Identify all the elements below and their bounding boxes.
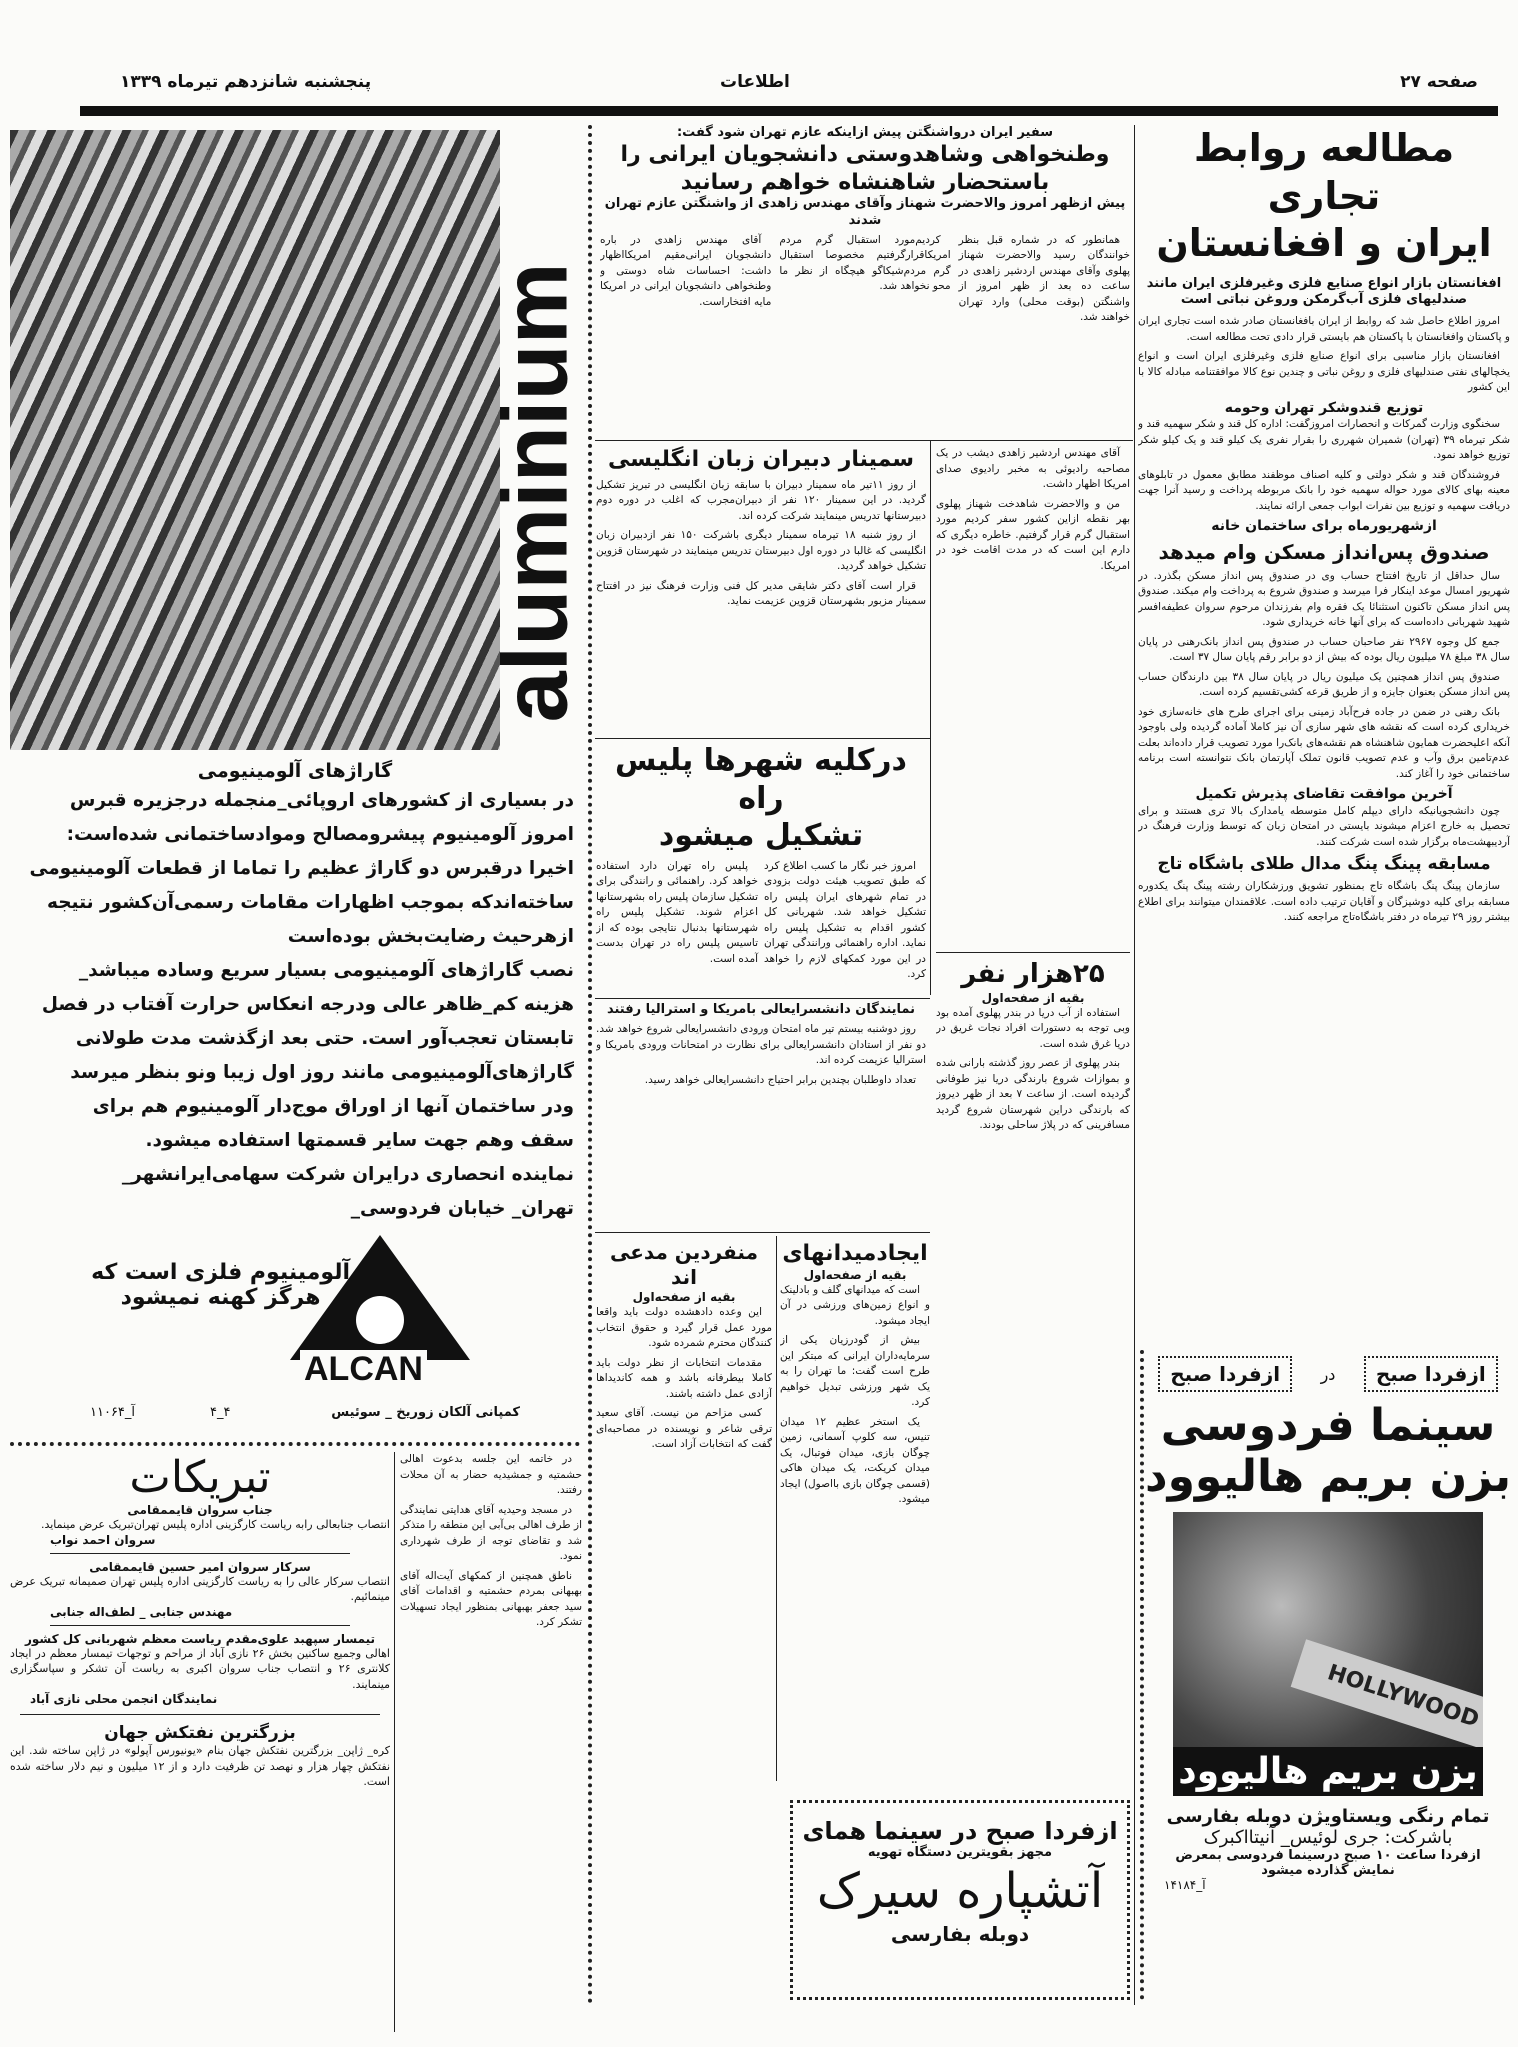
paragraph: سازمان پینگ پنگ باشگاه تاج بمنظور تشویق ورزشکاران رشته پینگ پنگ یکدوره مسابقه برای کلیه دوشیزگان و آقایان ترتیب داده است. علاقمندان میتوانند برای اطلاع بیشتر روز ۲۹ تیرماه در دفتر باشگاه‌تاج مراجعه کنند. (1138, 880, 1510, 924)
headline-line1: مطالعه روابط تجاری (1193, 126, 1455, 218)
tanker-paragraph: کره_ ژاپن_ بزرگترین نفتکش جهان بنام «یونیورس آپولو» در ژاپن ساخته شد. این نفتکش چهار هزار و نهصد تن ظرفیت دارد و از ۱۲ میلیون و نیم دلار ساخته شده است. (10, 1744, 390, 1788)
paragraph: سال حداقل از تاریخ افتتاح حساب وی در صندوق پس انداز مسکن بگذرد. در شهریور امسال موعد اینکار فرا میرسد و صندوق شروع به پرداخت وام میکند. صندوق پس انداز مسکن تاکنون استثنائا یک فقره وام بفرزندان مرحوم سروان عطیفه‌افسر شهید شهربانی داده‌است که برای آنها خانه خریداری شود. (1138, 569, 1510, 628)
aluminium-ad-line: گاراژهای‌آلومینیومی مانند روز اول زیبا ونو بنظر میرسد (70, 1061, 574, 1083)
from-tomorrow-badge: ازفردا صبح (1158, 1356, 1292, 1392)
sender: مهندس جنابی _ لطف‌اله جنابی (50, 1604, 233, 1619)
sender: نمایندگان انجمن محلی نازی آباد (30, 1692, 218, 1706)
aluminium-ad-line: ساخته‌اندکه بموجب اظهارات مقامات رسمی‌آن‌کشور نتیجه (46, 891, 574, 913)
aluminium-ad-line: سقف وهم جهت سایر قسمتها استفاده میشود. (145, 1129, 574, 1151)
paragraph: من و والاحضرت شاهدخت شهناز پهلوی بهر نقطه ازاین کشور سفر کردیم مورد استقبال گرم قرار گرفتیم. خاطره دیگری که دارم این است که در مدت اقامت خود در امریکا. (936, 497, 1130, 572)
aluminium-ad-line: تابستان تعجب‌آور است. حتی بعد ازگذشت مدت طولانی (75, 1027, 574, 1049)
cinema-homa-line1: ازفردا صبح در سینما همای (802, 1817, 1118, 1845)
paragraph: چون دانشجویانیکه دارای دیپلم کامل متوسطه یامدارک بالا تری هستند و برای تحصیل به خارج اعزام میشوند بایستی در امتحان زبان که توسط وزارت فرهنگ در آردیبهشت‌ماه برگزار شده است شرکت کنند. (1138, 804, 1510, 848)
film-title: بزن بریم هالیوود (1144, 1451, 1512, 1502)
car-sign: HOLLYWOOD (1291, 1639, 1483, 1747)
paragraph: کسی مزاحم من نیست. آقای سعید ترقی شاعر و نویسنده در مصاحبه‌ای گفت که انتخابات آزاد است. (596, 1407, 772, 1450)
film-format: تمام رنگی ویستاویژن دوبله بفارسی (1166, 1806, 1490, 1827)
message: انتصاب جنابعالی رابه ریاست کارگزینی اداره پلیس تهران‌تبریک عرض مینماید. (40, 1518, 390, 1531)
paragraph: ناطق همچنین از کمکهای آیت‌اله آقای بهبهانی بمردم حشمتیه و اقدامات آقای سید جعفر بهبهانی بمنظور ایجاد تسهیلات تشکر کرد. (400, 1569, 582, 1628)
paragraph: است که میدانهای گلف و بادلینک و انواع زمین‌های ورزشی در آن ایجاد میشود. (780, 1283, 930, 1327)
aluminium-ad-line: هزینه کم_ظاهر عالی ودرجه انعکاس حرارت آفتاب در فصل (41, 993, 574, 1015)
column-divider (1134, 125, 1135, 2005)
ad-code: آ_۱۱۰۶۴ (90, 1405, 136, 1420)
paragraph: همانطور که در شماره قبل بنظر خوانندگان رسید والاحضرت شهناز پهلوی وآقای مهندس اردشیر زاهدی در ساعت ده بعد از ظهر امروز از واشنگتن (بوقت محلی) وارد تهران خواهند شد. (958, 233, 1130, 324)
dotted-divider (588, 125, 592, 2005)
headline-line2: ایران و افغانستان (1156, 221, 1492, 265)
aluminium-ad-line: امروز آلومینیوم پیشرومصالح وموادساختمانی شده‌است: (66, 823, 574, 845)
solos-headline: منفردین مدعی اند (610, 1240, 758, 1289)
solos-article (596, 1240, 772, 2030)
divider (595, 998, 930, 999)
paragraph: امروز اطلاع حاصل شد که روابط از ایران بافغانستان صادر شده است تجاری ایران و پاکستان وافغانستان با پاکستان هم بایستی قرار دادی تحت مطالعه است. (1138, 315, 1510, 343)
paragraph: روز دوشنبه بیستم تیر ماه امتحان ورودی دانشسرایعالی شروع خواهد شد. دو نفر از استادان دانشسرایعالی برای نظارت در امتحانات ورودی بامریکا و استرالیا عزیمت کرده اند. (596, 1023, 926, 1067)
aluminium-garage-photo (10, 130, 500, 750)
paragraph: آقای مهندس زاهدی در باره دانشجویان ایرانی‌مقیم امریکااظهار داشت: احساسات شاه دوستی و وطنخواهی دانشجویان ایرانی در امریکا مایه افتخاراست. (600, 233, 772, 308)
paragraph: فروشندگان قند و شکر دولتی و کلیه اصناف موظفند مطابق معمول در تابلوهای معینه بهای کالای مورد حواله سهمیه خود را بانک مربوطه پرداخت و رسید آنرا جهت دریافت سهمیه و توزیع بین نفرات ابواب جمعی ارائه نمایند. (1138, 468, 1510, 512)
aluminium-ad-body (10, 784, 580, 1226)
paragraph: تعداد داوطلبان بچندین برابر احتیاج دانشسرایعالی خواهد رسید. (644, 1073, 916, 1086)
seminar-headline: سمینار دبیران زبان انگلیسی (608, 447, 914, 472)
continued-label: بقیه از صفحه‌اول (632, 1290, 736, 1304)
cinema-homa-film: آتشپاره سیرک (816, 1863, 1104, 1919)
recipient: سرکار سروان امیر حسین قایممقامی (89, 1559, 311, 1574)
police-headline-1: درکلیه شهرها پلیس راه (615, 743, 907, 816)
ambassador-article (600, 125, 1130, 433)
dotted-divider (10, 1442, 580, 1446)
cinema-name: سینما فردوسی (1160, 1400, 1496, 1451)
recipient: جناب سروان قایممقامی (127, 1503, 273, 1517)
paragraph: بندر پهلوی از عصر روز گذشته بارانی شده و بموازات شروع بارندگی دریا نیز طوفانی گردیده است. از ساعت ۷ بعد از ظهر دیروز که بارندگی دراین شهرستان شروع گردید مسافرینی که در پلاژ ساحلی بودند. (936, 1057, 1130, 1131)
divider (595, 1232, 930, 1233)
aluminium-ad-title: گاراژهای آلومینیومی (197, 760, 393, 782)
paragraph: بیش از گودرزیان یکی از سرمایه‌داران ایرانی که مبتکر این طرح است گفت: ما تهران را به یک شهر ورزشی تبدیل خواهیم کرد. (780, 1334, 930, 1408)
recipient: تیمسار سپهبد علوی‌مقدم ریاست معظم شهربانی کل کشور (24, 1631, 376, 1646)
congratulations-title: تبریکات (129, 1452, 271, 1503)
film-photo (1173, 1512, 1483, 1747)
alcan-logo-text: ALCAN (300, 1350, 427, 1389)
paragraph: در خاتمه این جلسه بدعوت اهالی حشمتیه و جمشیدیه حضار به آن محلات رفتند. (400, 1453, 582, 1496)
continued-label: بقیه از صفحه‌اول (981, 990, 1085, 1005)
sender: سروان احمد نواب (50, 1532, 156, 1547)
paragraph: مقدمات انتخابات از نظر دولت باید کاملا بیطرفانه باشد و همه کاندیداها آزادی عمل داشته باشند. (596, 1356, 772, 1400)
paragraph: آقای مهندس اردشیر زاهدی دیشب در یک مصاحبه رادیوئی به مخبر رادیوی صدای امریکا اظهار داشت. (936, 447, 1130, 490)
subheading-admission: آخرین موافقت تقاضای پذیرش تکمیل (1195, 786, 1453, 802)
cinema-homa-line2: مجهز بقویترین دستگاه تهویه (867, 1845, 1053, 1860)
paragraph: کردیم‌مورد استقبال گرم مردم امریکاقرارگرفتیم مخصوصا استقبال گرم مردم‌شیکاگو هیچگاه از نظر ما محو نخواهد شد. (779, 233, 951, 293)
tanker-headline: بزرگترین نفتکش جهان (104, 1723, 296, 1743)
paragraph: از روز ۱۱تیر ماه سمینار دبیران با سابقه زبان انگلیسی در تبریز تشکیل گردید. در این سمینار ۱۲۰ نفر از دبیران‌مجرب که اغلب در دوره دوم دبیرستانها تدریس مینمایند شرکت کرده اند. (596, 478, 926, 522)
aluminium-ad-line: در بسیاری از کشورهای اروپائی_منجمله درجزیره قبرس (69, 789, 574, 811)
subheading-sugar: توزیع قندوشکر تهران وحومه (1224, 399, 1424, 416)
25000-article (936, 958, 1130, 1328)
paragraph: صندوق پس انداز همچنین یک میلیون ریال در پایان سال ۳۸ بین دارندگان حساب پس انداز مسکن بعنوان جایزه و از طریق قرعه کشی‌تقسیم کرده است. (1138, 670, 1510, 698)
ad-code: آ_۱۴۱۸۴ (1164, 1878, 1206, 1892)
film-caption: بزن بریم هالیوود (1173, 1747, 1483, 1796)
cinema-homa-dub: دوبله بفارسی (890, 1922, 1030, 1947)
zahedi-continued (936, 446, 1130, 946)
divider (595, 738, 930, 739)
subheading-pingpong: مسابقه پینگ پنگ مدال طلای باشگاه تاج (1157, 854, 1491, 874)
in-label: در (1320, 1364, 1336, 1384)
congratulations-section (10, 1452, 390, 2032)
divider (936, 952, 1130, 953)
25000-headline: ۲۵هزار نفر (961, 959, 1105, 989)
cinema-homa-ad (790, 1800, 1130, 2000)
subheading-housing: صندوق پس‌انداز مسکن وام میدهد (1158, 539, 1490, 564)
students-article (596, 1002, 926, 1227)
aluminium-ad-line: تهران_ خیابان فردوسی_ (350, 1197, 574, 1219)
column-divider (930, 440, 931, 995)
company-name: کمپانی آلکان زوریخ _ سوئیس (331, 1405, 520, 1420)
police-article (596, 742, 926, 997)
newspaper-name: اطلاعات (720, 72, 790, 92)
subheadline: افغانستان بازار انواع صنایع فلزی وغیرفلزی ایران مانند صندلیهای فلزی آب‌گرمکن وروغن نباتی است (1146, 275, 1502, 307)
subheading-housing-kicker: ازشهریورماه برای ساختمان خانه (1211, 518, 1437, 534)
paragraph: از روز شنبه ۱۸ تیرماه سمینار دیگری باشرکت ۱۵۰ نفر ازدبیران زبان انگلیسی که غالبا در دوره اول دبیرستان تدریس مینمایند در شهرستان قزوین تشکیل خواهد گردید. (596, 529, 926, 572)
aluminium-vertical-label: aluminium (484, 262, 587, 723)
page-number: صفحه ۲۷ (1400, 72, 1478, 92)
continued-label: بقیه از صفحه‌اول (803, 1267, 907, 1282)
aluminium-ad (10, 760, 580, 1440)
aluminium-ad-line: ودر ساختمان آنها از اوراق موج‌دار آلومینیوم هم برای (92, 1095, 574, 1117)
slogan-line: آلومینیوم فلزی است که (91, 1260, 350, 1285)
paragraph: یک استخر عظیم ۱۲ میدان تنیس، سه کلوپ آسمانی، زمین چوگان بازی، میدان فوتبال، یک میدان کریکت، یک میدان هاکی (قسمی چوگان بازی بااصول) ایجاد میشود. (780, 1415, 930, 1505)
police-headline-2: تشکیل میشود (658, 818, 864, 853)
paragraph: استفاده از آب دریا در بندر پهلوی آمده بود وبی توجه به دستورات افراد نجات غریق در دریا غرق شده است. (936, 1006, 1130, 1050)
students-headline: نمایندگان دانشسرایعالی بامریکا و استرالیا رفتند (606, 1002, 916, 1017)
kicker: سفیر ایران درواشنگتن پیش ازاینکه عازم تهران شود گفت: (676, 125, 1054, 140)
deck: پیش ازظهر امروز والاحضرت شهناز وآقای مهندس زاهدی از واشنگتن عازم تهران شدند (604, 196, 1126, 228)
mosque-article (400, 1452, 582, 2032)
column-divider (394, 1452, 395, 2032)
paragraph: قرار است آقای دکتر شایقی مدیر کل فنی وزارت فرهنگ نیز در افتتاح سمینار مزبور بشهرستان قزوین عزیمت نماید. (596, 579, 926, 607)
ad-num: ۴_۴ (210, 1405, 231, 1420)
paragraph: افغانستان بازار مناسبی برای انواع صنایع فلزی وغیرفلزی ایران است و انواع یخچالهای نفتی صندلیهای فلزی و روغن نباتی و چندین نوع کالا موافقتنامه مبادله کالا با این کشور (1138, 350, 1510, 393)
column-divider (776, 1236, 777, 1781)
paragraph: بانک رهنی در ضمن در جاده فرح‌آباد زمینی برای اجرای طرح های خانه‌سازی خود خریداری کرده است که نقشه های شهر سازی آن نیز کاملا آماده گردیده ولی باوجود آنکه اعلیحضرت همایون شاهنشاه هم نقشه‌های بانک‌را مورد تصویب قرار داده‌اند بعلت عدم‌تامین برق وآب و عدم تصویب قانون تملک آپارتمان بانک نتوانسته است برنامه ساختمانی خود را آغاز کند. (1138, 705, 1510, 780)
fields-headline: ایجادمیدانهای (782, 1241, 928, 1266)
seminar-article (596, 446, 926, 736)
aluminium-ad-line: ازهرحیث رضایت‌بخش بوده‌است (287, 925, 574, 947)
slogan-line: هرگز کهنه نمیشود (120, 1285, 321, 1310)
paragraph: این وعده دادهشده دولت باید واقعا مورد عمل قرار گیرد و حقوق انتخاب کنندگان محترم شمرده شود. (596, 1306, 772, 1349)
header-rule (80, 106, 1498, 116)
issue-date: پنجشنبه شانزدهم تیرماه ۱۳۳۹ (120, 72, 372, 92)
divider (595, 440, 1133, 441)
message: اهالی وجمیع ساکنین بخش ۲۶ نازی آباد از مراحم و توجهات تیمسار معظم در ایجاد کلانتری ۲۶ و انتصاب جناب سروان اکبری به ریاست آن تشکر و سپاسگزاری مینمایند. (10, 1646, 390, 1691)
paragraph: امروز خبر نگار ما کسب اطلاع کرد که طبق تصویب هیئت دولت بزودی در تمام شهرهای ایران پلیس راه تشکیل خواهد شد. شهربانی کل کشور اقدام به تشکیل پلیس راه نماید. اداره راهنمائی ورانندگی تهران در این مورد کمکهای لازم را خواهد کرد. (764, 859, 926, 980)
headline: وطنخواهی وشاهدوستی دانشجویان ایرانی را باستحضار شاهنشاه خواهم رسانید (620, 142, 1110, 195)
paragraph: سخنگوی وزارت گمرکات و انحصارات امروزگفت: اداره کل قند و شکر سهمیه قند و شکر تیرماه ۳۹ (تهران) شمیران شهرری را بقرار نفری یک کیلو قند و یک کیلو شکر توزیع خواهد نمود. (1138, 418, 1510, 461)
cinema-ferdowsi-ad (1140, 1350, 1512, 2000)
aluminium-ad-line: اخیرا درقبرس دو گاراژ عظیم را تماما از قطعات آلومینیومی (29, 857, 574, 879)
paragraph: جمع کل وجوه ۲۹۶۷ نفر صاحبان حساب در صندوق پس انداز بانک‌رهنی در پایان سال ۳۸ مبلغ ۷۸ میلیون ریال بوده که بیش از دو برابر رقم پایان سال ۳۷ است. (1138, 635, 1510, 663)
aluminium-ad-line: نماینده انحصاری درایران شرکت سهامی‌ایرانشهر_ (121, 1163, 574, 1185)
paragraph: در مسجد وحیدیه آقای هدایتی نمایندگی از طرف اهالی بی‌آبی این منطقه را متذکر شد و تقاضای توجه از طرف شهرداری نمود. (400, 1503, 582, 1562)
paragraph: پلیس راه تهران دارد استفاده خواهد کرد. راهنمائی و رانندگی برای تشکیل سازمان پلیس راه بشهرستانها اعزام شوند. تشکیل پلیس راه شهرستانها بدنبال نتایجی بوده که از تاسیس پلیس راه در تهران بدست آمده است. (596, 859, 758, 965)
trade-article (1138, 125, 1510, 1340)
show-info: ازفردا ساعت ۱۰ صبح درسینما فردوسی بمعرض نمایش گذارده میشود (1175, 1848, 1481, 1878)
film-cast: باشرکت: جری لوئیس_ آنیتااکبرک (1203, 1827, 1453, 1848)
from-tomorrow-badge: ازفردا صبح (1364, 1356, 1498, 1392)
fields-article (780, 1240, 930, 1780)
aluminium-ad-line: نصب گاراژهای آلومینیومی بسیار سریع وساده میباشد_ (78, 959, 574, 981)
message: انتصاب سرکار عالی را به ریاست کارگزینی اداره پلیس تهران صمیمانه تبریک عرض مینمائیم. (10, 1574, 390, 1603)
